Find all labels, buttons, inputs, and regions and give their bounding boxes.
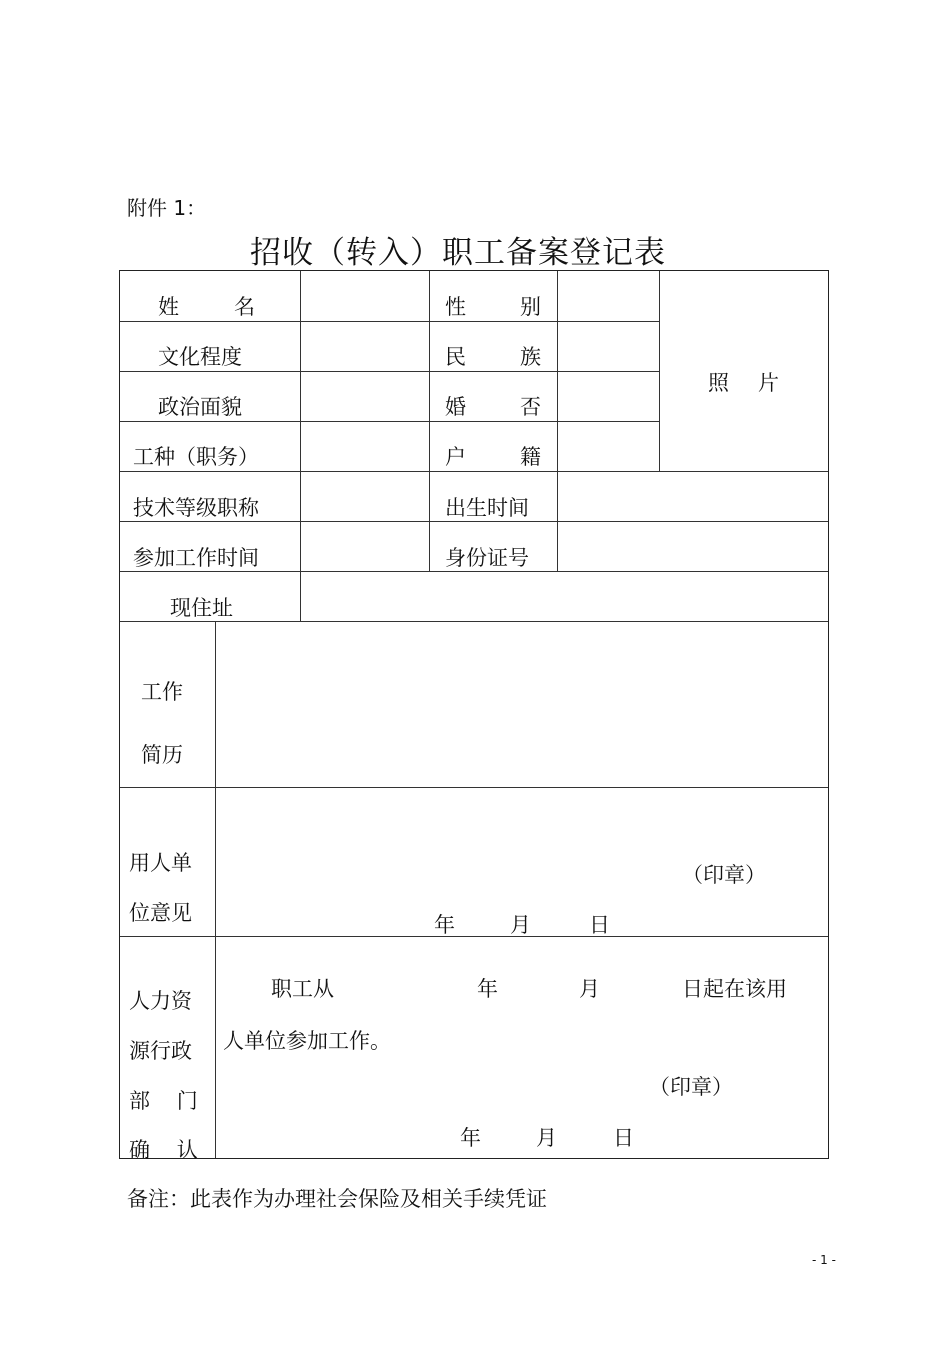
title-level-label: 技术等级职称 [133, 496, 259, 520]
photo-label-part1: 照 [708, 371, 729, 395]
name-label-part1: 姓 [158, 295, 179, 319]
footer-note: 备注：此表作为办理社会保险及相关手续凭证 [127, 1187, 547, 1211]
gender-label-part1: 性 [445, 295, 466, 319]
ethnicity-field[interactable] [558, 322, 658, 370]
married-field[interactable] [558, 372, 658, 420]
hr-label-part2: 源行政 [129, 1039, 192, 1063]
household-field[interactable] [558, 422, 658, 470]
ethnicity-label-part2: 族 [520, 345, 541, 369]
education-field[interactable] [301, 322, 428, 370]
registration-form [119, 270, 829, 1162]
hr-date-month: 月 [536, 1126, 557, 1150]
id-number-field[interactable] [558, 522, 827, 570]
household-label-part2: 籍 [520, 445, 541, 469]
employer-seal: （印章） [682, 863, 766, 887]
name-label-part2: 名 [234, 295, 255, 319]
hr-label-part3: 部 门 [129, 1089, 198, 1113]
ethnicity-label-part1: 民 [445, 345, 466, 369]
hr-seal: （印章） [649, 1075, 733, 1099]
page-title: 招收（转入）职工备案登记表 [250, 235, 666, 271]
hr-date-day: 日 [613, 1126, 634, 1150]
job-type-field[interactable] [301, 422, 428, 470]
employer-opinion-label-part2: 位意见 [129, 901, 192, 925]
resume-label-part1: 工作 [141, 680, 183, 704]
title-level-field[interactable] [301, 472, 428, 520]
education-label: 文化程度 [158, 345, 242, 369]
work-start-field[interactable] [301, 522, 428, 570]
hr-line1-month: 月 [579, 977, 600, 1001]
hr-line1-prefix: 职工从 [271, 977, 334, 1001]
married-label-part2: 否 [520, 395, 541, 419]
employer-opinion-label-part1: 用人单 [129, 851, 192, 875]
hr-label-part4: 确 认 [129, 1138, 198, 1162]
resume-field[interactable] [216, 622, 827, 786]
employer-date-month: 月 [510, 913, 531, 937]
hr-line1-suffix: 日起在该用 [682, 977, 787, 1001]
photo-label-part2: 片 [758, 371, 779, 395]
id-number-label: 身份证号 [445, 546, 529, 570]
attachment-label: 附件 1： [127, 196, 207, 220]
address-label: 现住址 [170, 596, 233, 620]
married-label-part1: 婚 [445, 395, 466, 419]
job-type-label: 工种（职务） [133, 445, 259, 469]
gender-field[interactable] [558, 272, 658, 320]
address-field[interactable] [301, 572, 827, 620]
employer-date-year: 年 [434, 913, 455, 937]
resume-label-part2: 简历 [141, 743, 183, 767]
photo-box[interactable] [660, 272, 827, 470]
work-start-label: 参加工作时间 [133, 546, 259, 570]
name-field[interactable] [301, 272, 428, 320]
birth-field[interactable] [558, 472, 827, 520]
hr-line1-year: 年 [477, 977, 498, 1001]
political-label: 政治面貌 [158, 395, 242, 419]
hr-date-year: 年 [460, 1126, 481, 1150]
col-divider [429, 271, 430, 571]
gender-label-part2: 别 [520, 295, 541, 319]
page-number: - 1 - [812, 1253, 836, 1267]
birth-label: 出生时间 [445, 496, 529, 520]
hr-line2: 人单位参加工作。 [223, 1029, 391, 1053]
hr-label-part1: 人力资 [129, 989, 192, 1013]
employer-date-day: 日 [589, 913, 610, 937]
household-label-part1: 户 [445, 445, 466, 469]
political-field[interactable] [301, 372, 428, 420]
